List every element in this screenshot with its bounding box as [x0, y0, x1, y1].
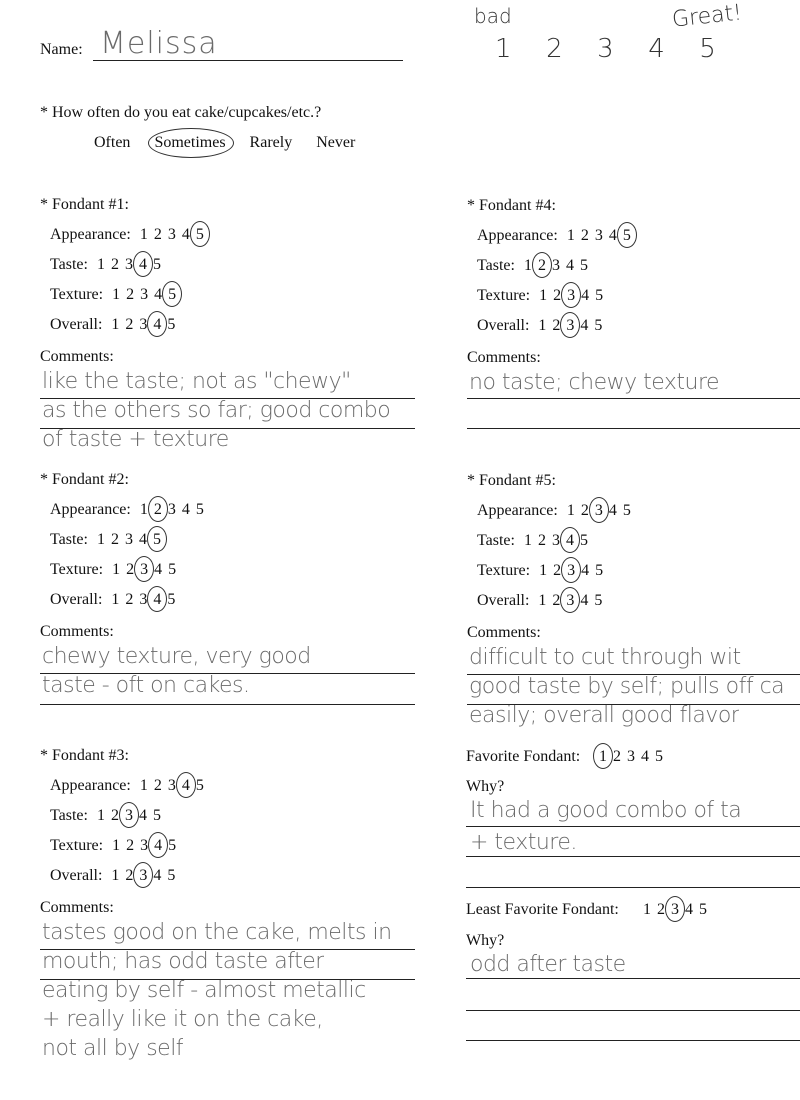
fondant-1-appearance-row — [50, 226, 207, 244]
fondant-4-comment-line-1 — [467, 398, 800, 399]
fondant-5-texture-row — [477, 562, 606, 580]
fondant-1-overall-option-2[interactable]: 2 — [125, 316, 134, 333]
fondant-1-appearance-option-3[interactable]: 3 — [167, 226, 176, 243]
fondant-5-comments-label: Comments: — [467, 624, 541, 641]
fondant-2-appearance-row — [50, 501, 207, 519]
fondant-2-comment-text-1: chewy texture, very good — [42, 644, 311, 669]
frequency-option-rarely[interactable]: Rarely — [249, 134, 293, 151]
fondant-3-taste-option-2[interactable]: 2 — [110, 807, 119, 824]
fondant-5-comment-text-1: difficult to cut through wit — [469, 645, 741, 670]
fondant-5-appearance-option-5[interactable]: 5 — [622, 502, 631, 519]
fondant-1-taste-label: Taste: — [50, 256, 88, 273]
fondant-1-texture-row — [50, 286, 179, 304]
favorite-why-line-1 — [466, 826, 800, 827]
fondant-5-overall-option-3[interactable]: 3 — [563, 592, 577, 610]
fondant-1-texture-option-1[interactable]: 1 — [112, 286, 121, 303]
fondant-5-overall-option-1[interactable]: 1 — [538, 592, 547, 609]
fondant-2-texture-option-4[interactable]: 4 — [154, 561, 163, 578]
frequency-question: * How often do you eat cake/cupcakes/etc.? — [40, 104, 322, 121]
fondant-1-comment-text-1: like the taste; not as "chewy" — [42, 369, 351, 394]
fondant-2-taste-option-3[interactable]: 3 — [124, 531, 133, 548]
fondant-4-overall-option-3[interactable]: 3 — [563, 317, 577, 335]
fondant-1-appearance-option-4[interactable]: 4 — [181, 226, 190, 243]
fondant-1-overall-option-5[interactable]: 5 — [167, 316, 176, 333]
frequency-option-often[interactable]: Often — [94, 134, 131, 151]
fondant-3-overall-option-3[interactable]: 3 — [136, 867, 150, 885]
fondant-3-comment-text-4: + really like it on the cake, — [42, 1007, 323, 1032]
fondant-5-overall-option-4[interactable]: 4 — [580, 592, 589, 609]
fondant-2-appearance-option-5[interactable]: 5 — [195, 501, 204, 518]
fondant-3-texture-label: Texture: — [50, 837, 104, 854]
least-favorite-scale — [640, 901, 710, 919]
fondant-5-overall-option-2[interactable]: 2 — [552, 592, 561, 609]
fondant-3-texture-row — [50, 837, 179, 855]
fondant-4-appearance-option-2[interactable]: 2 — [580, 227, 589, 244]
fondant-3-comment-text-2: mouth; has odd taste after — [42, 949, 324, 974]
fondant-4-texture-option-4[interactable]: 4 — [581, 287, 590, 304]
fondant-3-taste-option-1[interactable]: 1 — [96, 807, 105, 824]
fondant-3-taste-label: Taste: — [50, 807, 88, 824]
fondant-2-overall-option-5[interactable]: 5 — [167, 591, 176, 608]
favorite-why-label: Why? — [466, 778, 505, 795]
fondant-1-appearance-option-5[interactable]: 5 — [193, 226, 207, 244]
fondant-4-comments-label: Comments: — [467, 349, 541, 366]
fondant-2-comment-text-2: taste - oft on cakes. — [42, 673, 250, 698]
least-favorite-option-1[interactable]: 1 — [643, 901, 651, 918]
fondant-2-texture-row — [50, 561, 179, 579]
fondant-3-overall-option-2[interactable]: 2 — [125, 867, 134, 884]
fondant-2-taste-label: Taste: — [50, 531, 88, 548]
fondant-5-title: * Fondant #5: — [467, 472, 556, 489]
fondant-4-appearance-option-4[interactable]: 4 — [608, 227, 617, 244]
fondant-3-appearance-label: Appearance: — [50, 777, 131, 794]
fondant-3-overall-option-5[interactable]: 5 — [167, 867, 176, 884]
fondant-2-texture-option-3[interactable]: 3 — [137, 561, 151, 579]
fondant-2-overall-option-4[interactable]: 4 — [150, 591, 164, 609]
fondant-1-appearance-label: Appearance: — [50, 226, 131, 243]
fondant-2-taste-option-1[interactable]: 1 — [96, 531, 105, 548]
fondant-3-overall-option-4[interactable]: 4 — [153, 867, 162, 884]
fondant-5-texture-option-1[interactable]: 1 — [539, 562, 548, 579]
frequency-option-never[interactable]: Never — [316, 134, 356, 151]
fondant-4-taste-option-4[interactable]: 4 — [565, 257, 574, 274]
fondant-5-overall-label: Overall: — [477, 592, 530, 609]
favorite-fondant-option-1[interactable]: 1 — [596, 748, 610, 766]
fondant-4-texture-option-1[interactable]: 1 — [539, 287, 548, 304]
fondant-4-taste-label: Taste: — [477, 257, 515, 274]
fondant-2-taste-option-5[interactable]: 5 — [150, 531, 164, 549]
fondant-1-comment-text-2: as the others so far; good combo — [42, 398, 391, 423]
fondant-5-comment-text-3: easily; overall good flavor — [469, 703, 740, 728]
least-why-line-3 — [466, 1040, 800, 1041]
fondant-3-comment-text-3: eating by self - almost metallic — [42, 978, 366, 1003]
fondant-5-comment-text-2: good taste by self; pulls off ca — [469, 674, 785, 699]
fondant-2-taste-row — [50, 531, 164, 549]
fondant-1-texture-option-2[interactable]: 2 — [126, 286, 135, 303]
fondant-1-taste-option-3[interactable]: 3 — [124, 256, 133, 273]
fondant-2-taste-option-2[interactable]: 2 — [110, 531, 119, 548]
fondant-1-overall-label: Overall: — [50, 316, 103, 333]
fondant-1-comments-label: Comments: — [40, 348, 114, 365]
fondant-5-overall-row — [477, 592, 605, 610]
fondant-5-taste-option-4[interactable]: 4 — [563, 532, 577, 550]
fondant-5-taste-option-3[interactable]: 3 — [551, 532, 560, 549]
fondant-5-texture-option-5[interactable]: 5 — [595, 562, 604, 579]
fondant-3-appearance-option-1[interactable]: 1 — [139, 777, 148, 794]
fondant-5-texture-option-4[interactable]: 4 — [581, 562, 590, 579]
fondant-1-title: * Fondant #1: — [40, 196, 129, 213]
fondant-2-comment-line-2 — [40, 704, 415, 705]
fondant-3-title: * Fondant #3: — [40, 747, 129, 764]
fondant-3-appearance-option-2[interactable]: 2 — [153, 777, 162, 794]
fondant-5-appearance-option-2[interactable]: 2 — [580, 502, 589, 519]
fondant-5-taste-row — [477, 532, 591, 550]
favorite-why-text-1: It had a good combo of ta — [470, 798, 742, 823]
fondant-4-comment-line-2 — [467, 428, 800, 429]
fondant-2-texture-option-1[interactable]: 1 — [112, 561, 121, 578]
fondant-1-appearance-option-2[interactable]: 2 — [153, 226, 162, 243]
frequency-options — [94, 134, 375, 152]
fondant-1-overall-option-4[interactable]: 4 — [150, 316, 164, 334]
fondant-4-appearance-row — [477, 227, 634, 245]
fondant-5-texture-label: Texture: — [477, 562, 531, 579]
fondant-1-taste-option-5[interactable]: 5 — [152, 256, 161, 273]
fondant-5-taste-option-5[interactable]: 5 — [579, 532, 588, 549]
fondant-4-appearance-option-1[interactable]: 1 — [566, 227, 575, 244]
least-favorite-option-2[interactable]: 2 — [657, 901, 665, 918]
fondant-2-overall-option-1[interactable]: 1 — [111, 591, 120, 608]
fondant-1-overall-option-1[interactable]: 1 — [111, 316, 120, 333]
fondant-4-overall-option-1[interactable]: 1 — [538, 317, 547, 334]
fondant-4-taste-option-5[interactable]: 5 — [579, 257, 588, 274]
fondant-4-title: * Fondant #4: — [467, 197, 556, 214]
least-favorite-option-5[interactable]: 5 — [699, 901, 707, 918]
fondant-3-comment-text-1: tastes good on the cake, melts in — [42, 920, 392, 945]
favorite-fondant-option-3[interactable]: 3 — [627, 748, 635, 765]
fondant-1-texture-option-3[interactable]: 3 — [140, 286, 149, 303]
favorite-fondant-scale — [596, 748, 666, 766]
fondant-5-appearance-label: Appearance: — [477, 502, 558, 519]
fondant-4-appearance-option-3[interactable]: 3 — [594, 227, 603, 244]
fondant-4-texture-option-2[interactable]: 2 — [553, 287, 562, 304]
fondant-4-taste-option-1[interactable]: 1 — [523, 257, 532, 274]
fondant-1-texture-option-5[interactable]: 5 — [165, 286, 179, 304]
fondant-5-taste-label: Taste: — [477, 532, 515, 549]
fondant-4-appearance-label: Appearance: — [477, 227, 558, 244]
favorite-why-line-2 — [466, 856, 800, 857]
favorite-fondant-label: Favorite Fondant: — [466, 748, 581, 765]
fondant-1-comment-text-3: of taste + texture — [42, 427, 229, 452]
fondant-1-overall-row — [50, 316, 178, 334]
fondant-4-overall-option-4[interactable]: 4 — [580, 317, 589, 334]
fondant-4-taste-option-2[interactable]: 2 — [535, 257, 549, 275]
least-why-line-2 — [466, 1010, 800, 1011]
fondant-2-comments-label: Comments: — [40, 623, 114, 640]
scale-low-label: bad — [474, 4, 512, 28]
fondant-2-overall-label: Overall: — [50, 591, 103, 608]
least-favorite-label: Least Favorite Fondant: — [466, 901, 619, 918]
fondant-2-appearance-option-2[interactable]: 2 — [151, 501, 165, 519]
fondant-2-appearance-option-1[interactable]: 1 — [139, 501, 148, 518]
fondant-5-taste-option-1[interactable]: 1 — [523, 532, 532, 549]
fondant-5-appearance-row — [477, 502, 634, 520]
fondant-2-appearance-option-3[interactable]: 3 — [167, 501, 176, 518]
fondant-4-texture-option-5[interactable]: 5 — [595, 287, 604, 304]
fondant-4-appearance-option-5[interactable]: 5 — [620, 227, 634, 245]
fondant-1-texture-option-4[interactable]: 4 — [154, 286, 163, 303]
fondant-2-texture-option-5[interactable]: 5 — [168, 561, 177, 578]
fondant-3-texture-option-5[interactable]: 5 — [168, 837, 177, 854]
fondant-3-taste-option-5[interactable]: 5 — [152, 807, 161, 824]
fondant-2-texture-option-2[interactable]: 2 — [126, 561, 135, 578]
fondant-3-appearance-row — [50, 777, 207, 795]
fondant-2-appearance-label: Appearance: — [50, 501, 131, 518]
fondant-4-overall-option-5[interactable]: 5 — [594, 317, 603, 334]
name-label: Name: — [40, 41, 83, 58]
fondant-4-overall-row — [477, 317, 605, 335]
fondant-5-texture-option-2[interactable]: 2 — [553, 562, 562, 579]
fondant-4-texture-label: Texture: — [477, 287, 531, 304]
fondant-4-overall-option-2[interactable]: 2 — [552, 317, 561, 334]
fondant-3-texture-option-2[interactable]: 2 — [126, 837, 135, 854]
fondant-4-taste-row — [477, 257, 591, 275]
fondant-3-taste-option-4[interactable]: 4 — [138, 807, 147, 824]
least-favorite-option-3[interactable]: 3 — [668, 901, 682, 919]
fondant-3-overall-option-1[interactable]: 1 — [111, 867, 120, 884]
fondant-3-taste-row — [50, 807, 164, 825]
fondant-4-comment-text-1: no taste; chewy texture — [469, 370, 720, 395]
fondant-3-taste-option-3[interactable]: 3 — [122, 807, 136, 825]
fondant-3-comments-label: Comments: — [40, 899, 114, 916]
name-value: Melissa — [100, 26, 218, 61]
fondant-3-texture-option-3[interactable]: 3 — [140, 837, 149, 854]
fondant-3-appearance-option-5[interactable]: 5 — [195, 777, 204, 794]
fondant-1-taste-row — [50, 256, 164, 274]
fondant-3-overall-label: Overall: — [50, 867, 103, 884]
fondant-2-overall-row — [50, 591, 178, 609]
fondant-5-overall-option-5[interactable]: 5 — [594, 592, 603, 609]
fondant-3-appearance-option-4[interactable]: 4 — [179, 777, 193, 795]
fondant-3-texture-option-1[interactable]: 1 — [112, 837, 121, 854]
fondant-1-overall-option-3[interactable]: 3 — [139, 316, 148, 333]
fondant-2-title: * Fondant #2: — [40, 471, 129, 488]
fondant-5-appearance-option-1[interactable]: 1 — [566, 502, 575, 519]
fondant-4-texture-row — [477, 287, 606, 305]
fondant-5-taste-option-2[interactable]: 2 — [537, 532, 546, 549]
fondant-4-taste-option-3[interactable]: 3 — [551, 257, 560, 274]
fondant-3-appearance-option-3[interactable]: 3 — [167, 777, 176, 794]
fondant-3-overall-row — [50, 867, 178, 885]
least-favorite-option-4[interactable]: 4 — [685, 901, 693, 918]
fondant-1-texture-label: Texture: — [50, 286, 104, 303]
fondant-1-appearance-option-1[interactable]: 1 — [139, 226, 148, 243]
frequency-option-sometimes[interactable]: Sometimes — [154, 134, 226, 151]
fondant-3-texture-option-4[interactable]: 4 — [151, 837, 165, 855]
fondant-1-taste-option-1[interactable]: 1 — [96, 256, 105, 273]
least-why-label: Why? — [466, 932, 505, 949]
fondant-2-texture-label: Texture: — [50, 561, 104, 578]
fondant-1-taste-option-2[interactable]: 2 — [110, 256, 119, 273]
fondant-5-texture-option-3[interactable]: 3 — [564, 562, 578, 580]
favorite-why-line-3 — [466, 887, 800, 888]
fondant-5-appearance-option-4[interactable]: 4 — [608, 502, 617, 519]
scale-numbers: 1 2 3 4 5 — [495, 34, 722, 64]
favorite-fondant-option-4[interactable]: 4 — [641, 748, 649, 765]
fondant-4-texture-option-3[interactable]: 3 — [564, 287, 578, 305]
least-why-line-1 — [466, 978, 800, 979]
favorite-why-text-2: + texture. — [470, 830, 577, 855]
favorite-fondant-option-5[interactable]: 5 — [655, 748, 663, 765]
fondant-4-overall-label: Overall: — [477, 317, 530, 334]
fondant-5-appearance-option-3[interactable]: 3 — [592, 502, 606, 520]
fondant-2-overall-option-2[interactable]: 2 — [125, 591, 134, 608]
fondant-2-taste-option-4[interactable]: 4 — [138, 531, 147, 548]
fondant-1-taste-option-4[interactable]: 4 — [136, 256, 150, 274]
fondant-2-appearance-option-4[interactable]: 4 — [181, 501, 190, 518]
fondant-2-overall-option-3[interactable]: 3 — [139, 591, 148, 608]
fondant-3-comment-text-5: not all by self — [42, 1036, 184, 1061]
least-why-text-1: odd after taste — [470, 952, 626, 977]
favorite-fondant-option-2[interactable]: 2 — [613, 748, 621, 765]
scale-high-label: Great! — [670, 0, 744, 33]
